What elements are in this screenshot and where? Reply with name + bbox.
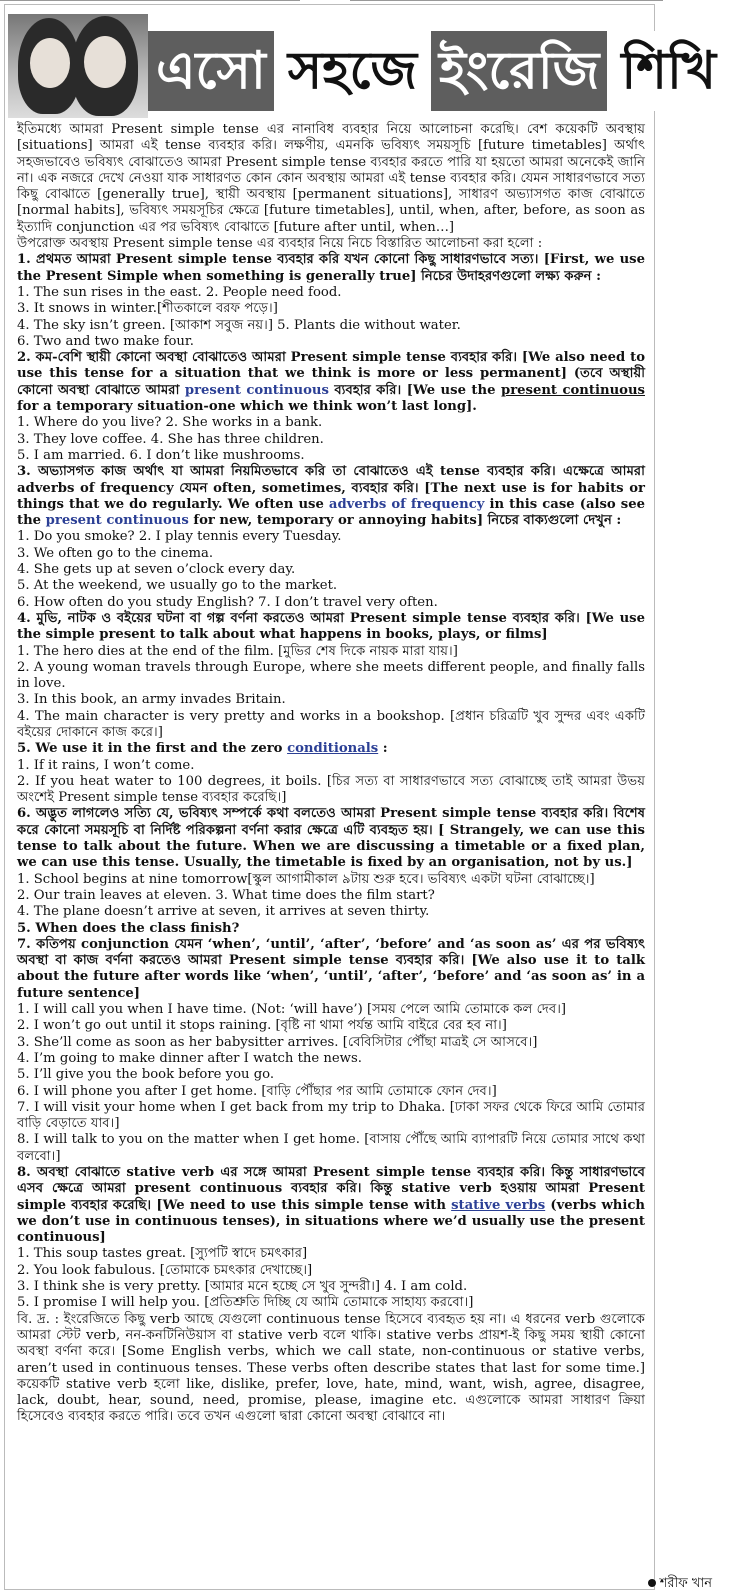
s2-blue-term: present continuous [184,382,329,398]
header-title [148,28,730,114]
s8-underline-term[interactable]: stative verbs [451,1197,546,1213]
s5-head-a: 5. We use it in the first and the zero [17,741,288,757]
s8-line: 3. I think she is very pretty. [আমার মনে হচ্ছে সে খুব সুন্দরী।] 4. I am cold. [17,1279,468,1295]
s4-line: 4. The main character is very pretty and works in a bookshop. [প্রধান চরিত্রটি খুব সুন্দর এবং একটি বইয়ের দোকানে কাজ করে।] [17,708,645,740]
s4-line: 1. The hero dies at the end of the film. [মুভির শেষ দিকে নায়ক মারা যায়।] [17,643,458,659]
s6-line: 2. Our train leaves at eleven. 3. What time does the film start? [17,887,435,903]
section-6-heading: 6. অদ্ভুত লাগলেও সত্যি যে, ভবিষ্যৎ সম্পর্কে কথা বলতেও আমরা Present simple tense ব্যবহার করি। বিশেষ করে কোনো সময়সূচি বা নির্দিষ্ট পরিকল্পনা বর্ণনা করার ক্ষেত্রে এটি ব্যবহৃত হয়। [ Strangely, we can use this tense to talk about the future. When we are discussing a timetable or a fixed plan, we can use this tense. Usually, the timetable is fixed by an organisation, not by us.] [17,806,645,871]
title-word-4: শিখি [613,31,724,111]
s3-line: 6. How often do you study English? 7. I don’t travel very often. [17,594,438,610]
section-7-heading: 7. কতিপয় conjunction যেমন ‘when’, ‘until’, ‘after’, ‘before’ and ‘as soon as’ এর পর ভবিষ্যৎ অবস্থা বা কাজ বর্ণনা করতেও আমরা Present simple tense ব্যবহার করি। [We also use it to talk about the future after words like ‘when’, ‘until’, ‘after’, ‘before’ and ‘as soon as’ in a future sentence] [17,936,645,1001]
s2-head-b: ব্যবহার করি। [We use the [328,382,501,398]
section-8-heading [17,1165,645,1246]
s1-line: 3. It snows in winter.[শীতকালে বরফ পড়ে।] [17,301,278,317]
s8-head-a: 8. অবস্থা বোঝাতে stative verb এর সঙ্গে আমরা Present simple tense ব্যবহার করি। কিন্তু সাধারণভাবে এসব ক্ষেত্রে আমরা present continuous ব্যবহার করি। কিন্তু stative verb হওয়ায় আমরা Present simple ব্যবহার করেছি। [We need to use this simple tense with [17,1165,645,1213]
author-name: শরীফ খান [659,1576,712,1591]
section-3-heading [17,464,645,529]
s7-line: 1. I will call you when I have time. (Not: ‘will have’) [সময় পেলে আমি তোমাকে কল দেব।] [17,1002,567,1018]
section-4-heading: 4. মুভি, নাটক ও বইয়ের ঘটনা বা গল্প বর্ণনা করতেও আমরা Present simple tense ব্যবহার করি। [We use the simple present to talk about what happens in books, plays, or films] [17,610,645,643]
s7-line: 8. I will talk to you on the matter when I get home. [বাসায় পৌঁছে আমি ব্যাপারটি নিয়ে তোমার সাথে কথা বলবো।] [17,1132,645,1164]
title-word-3: ইংরেজি [431,31,607,111]
header-photo [8,14,148,118]
title-word-2: সহজে [280,31,425,111]
s2-line: 5. I am married. 6. I don’t like mushrooms. [17,447,305,463]
s2-line: 1. Where do you live? 2. She works in a bank. [17,415,323,431]
s2-underline-term[interactable]: present continuous [500,382,645,398]
s3-blue-term-2: present continuous [45,513,189,529]
s7-line: 6. I will phone you after I get home. [বাড়ি পৌঁছার পর আমি তোমাকে ফোন দেব।] [17,1083,497,1099]
s1-line: 1. The sun rises in the east. 2. People need food. [17,284,342,300]
note-paragraph: বি. দ্র. : ইংরেজিতে কিছু verb আছে যেগুলো continuous tense হিসেবে ব্যবহৃত হয় না। এ ধরনের verb গুলোকে আমরা স্টেট verb, নন-কনটিনিউয়াস বা stative verb বলে থাকি। stative verbs প্রায়শ-ই কিছু সময় স্থায়ী কোনো অবস্থা বর্ণনা করে। [Some English verbs, which we call state, non-continuous or stative verbs, aren’t used in continuous tenses. These verbs often describe states that last for some time.] কয়েকটি stative verb হলো like, dislike, prefer, love, hate, mind, want, wish, agree, disagree, lack, doubt, hear, sound, need, promise, please, imagine etc. এগুলোকে আমরা সাধারণ ক্রিয়া হিসেবেও ব্যবহার করতে পারি। তবে তখন এগুলো দ্বারা কোনো অবস্থা বোঝাবে না। [17,1311,645,1425]
s7-line: 4. I’m going to make dinner after I watch the news. [17,1050,362,1066]
title-word-1: এসো [148,31,274,111]
s4-line: 2. A young woman travels through Europe, where she meets different people, and finally falls in love. [17,659,645,692]
s1-line: 4. The sky isn’t green. [আকাশ সবুজ নয়।] 5. Plants die without water. [17,317,461,333]
face-right [84,36,126,88]
s2-head-a: 2. কম-বেশি স্থায়ী কোনো অবস্থা বোঝাতেও আমরা Present simple tense ব্যবহার করি। [We also need to use this tense for a situation that we think is more or less permanent] (তবে অস্থায়ী কোনো অবস্থা বোঝাতে আমরা [17,350,645,398]
s5-line: 2. If you heat water to 100 degrees, it boils. [চির সত্য বা সাধারণভাবে সত্য বোঝাচ্ছে তাই আমরা উভয় অংশেই Present simple tense ব্যবহার করেছি।] [17,773,645,806]
s3-head-a: 3. অভ্যাসগত কাজ অর্থাৎ যা আমরা নিয়মিতভাবে করি তা বোঝাতেও এই tense ব্যবহার করি। এক্ষেত্রে আমরা adverbs of frequency যেমন often, sometimes, ব্যবহার করি। [The next use is for habits or things that we do regularly. We often use [17,464,645,512]
s3-line: 5. At the weekend, we usually go to the market. [17,578,338,594]
s6-line: 5. When does the class finish? [17,920,240,936]
s4-line: 3. In this book, an army invades Britain. [17,692,286,708]
s3-line: 3. We often go to the cinema. [17,545,214,561]
s8-line: 1. This soup tastes great. [স্যুপটি স্বাদে চমৎকার] [17,1246,308,1262]
section-2-heading [17,350,645,415]
s7-line: 7. I will visit your home when I get back from my trip to Dhaka. [ঢাকা সফর থেকে ফিরে আমি তোমার বাড়ি বেড়াতে যাব।] [17,1099,645,1132]
s5-head-b: : [378,741,388,757]
s7-line: 2. I won’t go out until it stops raining. [বৃষ্টি না থামা পর্যন্ত আমি বাইরে বের হব না।] [17,1018,507,1034]
s8-head-b: (verbs which we don’t use in continuous tenses), in situations where we’d usually use the present continuous] [17,1197,646,1246]
s2-head-c: for a temporary situation-one which we think won’t last long]. [17,399,477,415]
face-left [30,38,70,88]
article-body [17,122,645,1426]
intro-paragraph: ইতিমধ্যে আমরা Present simple tense এর নানাবিধ ব্যবহার নিয়ে আলোচনা করেছি। বেশ কয়েকটি অবস্থায় [situations] আমরা এই tense ব্যবহার করি। লক্ষণীয়, এমনকি ভবিষ্যৎ সময়সূচি [future timetables] অর্থাৎ সহজভাবেও ভবিষ্যৎ বোঝাতেও আমরা Present simple tense ব্যবহার করতে পারি যা হয়তো আমরা অনেকেই জানি না। এক নজরে দেখে নেওয়া যাক সাধারণত কোন কোন অবস্থায় আমরা এই tense ব্যবহার করি। যেমন সাধারণভাবে সত্য কিছু বোঝাতে [generally true], স্থায়ী অবস্থায় [permanent situations], সাধারণ অভ্যাসগত কাজ বোঝাতে [normal habits], ভবিষ্যৎ সময়সূচির ক্ষেত্রে [future timetables], until, when, after, before, as soon as ইত্যাদি conjunction এর পর ভবিষ্যৎ বোঝাতে [future after until, when…] [17,122,645,235]
section-5-heading [17,741,645,757]
s5-line: 1. If it rains, I won’t come. [17,757,195,773]
s3-line: 1. Do you smoke? 2. I play tennis every Tuesday. [17,529,342,545]
s3-blue-term-1: adverbs of frequency [328,496,485,512]
author-signature [648,1574,712,1595]
s1-line: 6. Two and two make four. [17,333,194,349]
s8-line: 2. You look fabulous. [তোমাকে চমৎকার দেখাচ্ছে।] [17,1262,313,1278]
s3-head-b: in this case (also see the [17,496,645,529]
s6-line: 1. School begins at nine tomorrow[স্কুল আগামীকাল ৯টায় শুরু হবে। ভবিষ্যৎ একটা ঘটনা বোঝাচ্ছে।] [17,871,595,887]
s7-line: 3. She’ll come as soon as her babysitter arrives. [বেবিসিটার পৌঁছা মাত্রই সে আসবে।] [17,1034,538,1050]
s3-head-c: for new, temporary or annoying habits] নিচের বাক্যগুলো দেখুন : [188,513,622,529]
lead-line: উপরোক্ত অবস্থায় Present simple tense এর ব্যবহার নিয়ে নিচে বিস্তারিত আলোচনা করা হলো : [17,236,543,252]
s5-underline-term[interactable]: conditionals [287,741,379,757]
s7-line: 5. I’ll give you the book before you go. [17,1067,275,1083]
section-1-heading: 1. প্রথমত আমরা Present simple tense ব্যবহার করি যখন কোনো কিছু সাধারণভাবে সত্য। [First, we use the Present Simple when something is generally true] নিচের উদাহরণগুলো লক্ষ্য করুন : [17,252,645,284]
s6-line: 4. The plane doesn’t arrive at seven, it arrives at seven thirty. [17,904,430,920]
bullet-icon [648,1579,656,1587]
s8-line: 5. I promise I will help you. [প্রতিশ্রুতি দিচ্ছি যে আমি তোমাকে সাহায্য করবো।] [17,1295,474,1311]
header [6,10,716,118]
s3-line: 4. She gets up at seven o’clock every day. [17,562,296,578]
s2-line: 3. They love coffee. 4. She has three children. [17,431,324,447]
